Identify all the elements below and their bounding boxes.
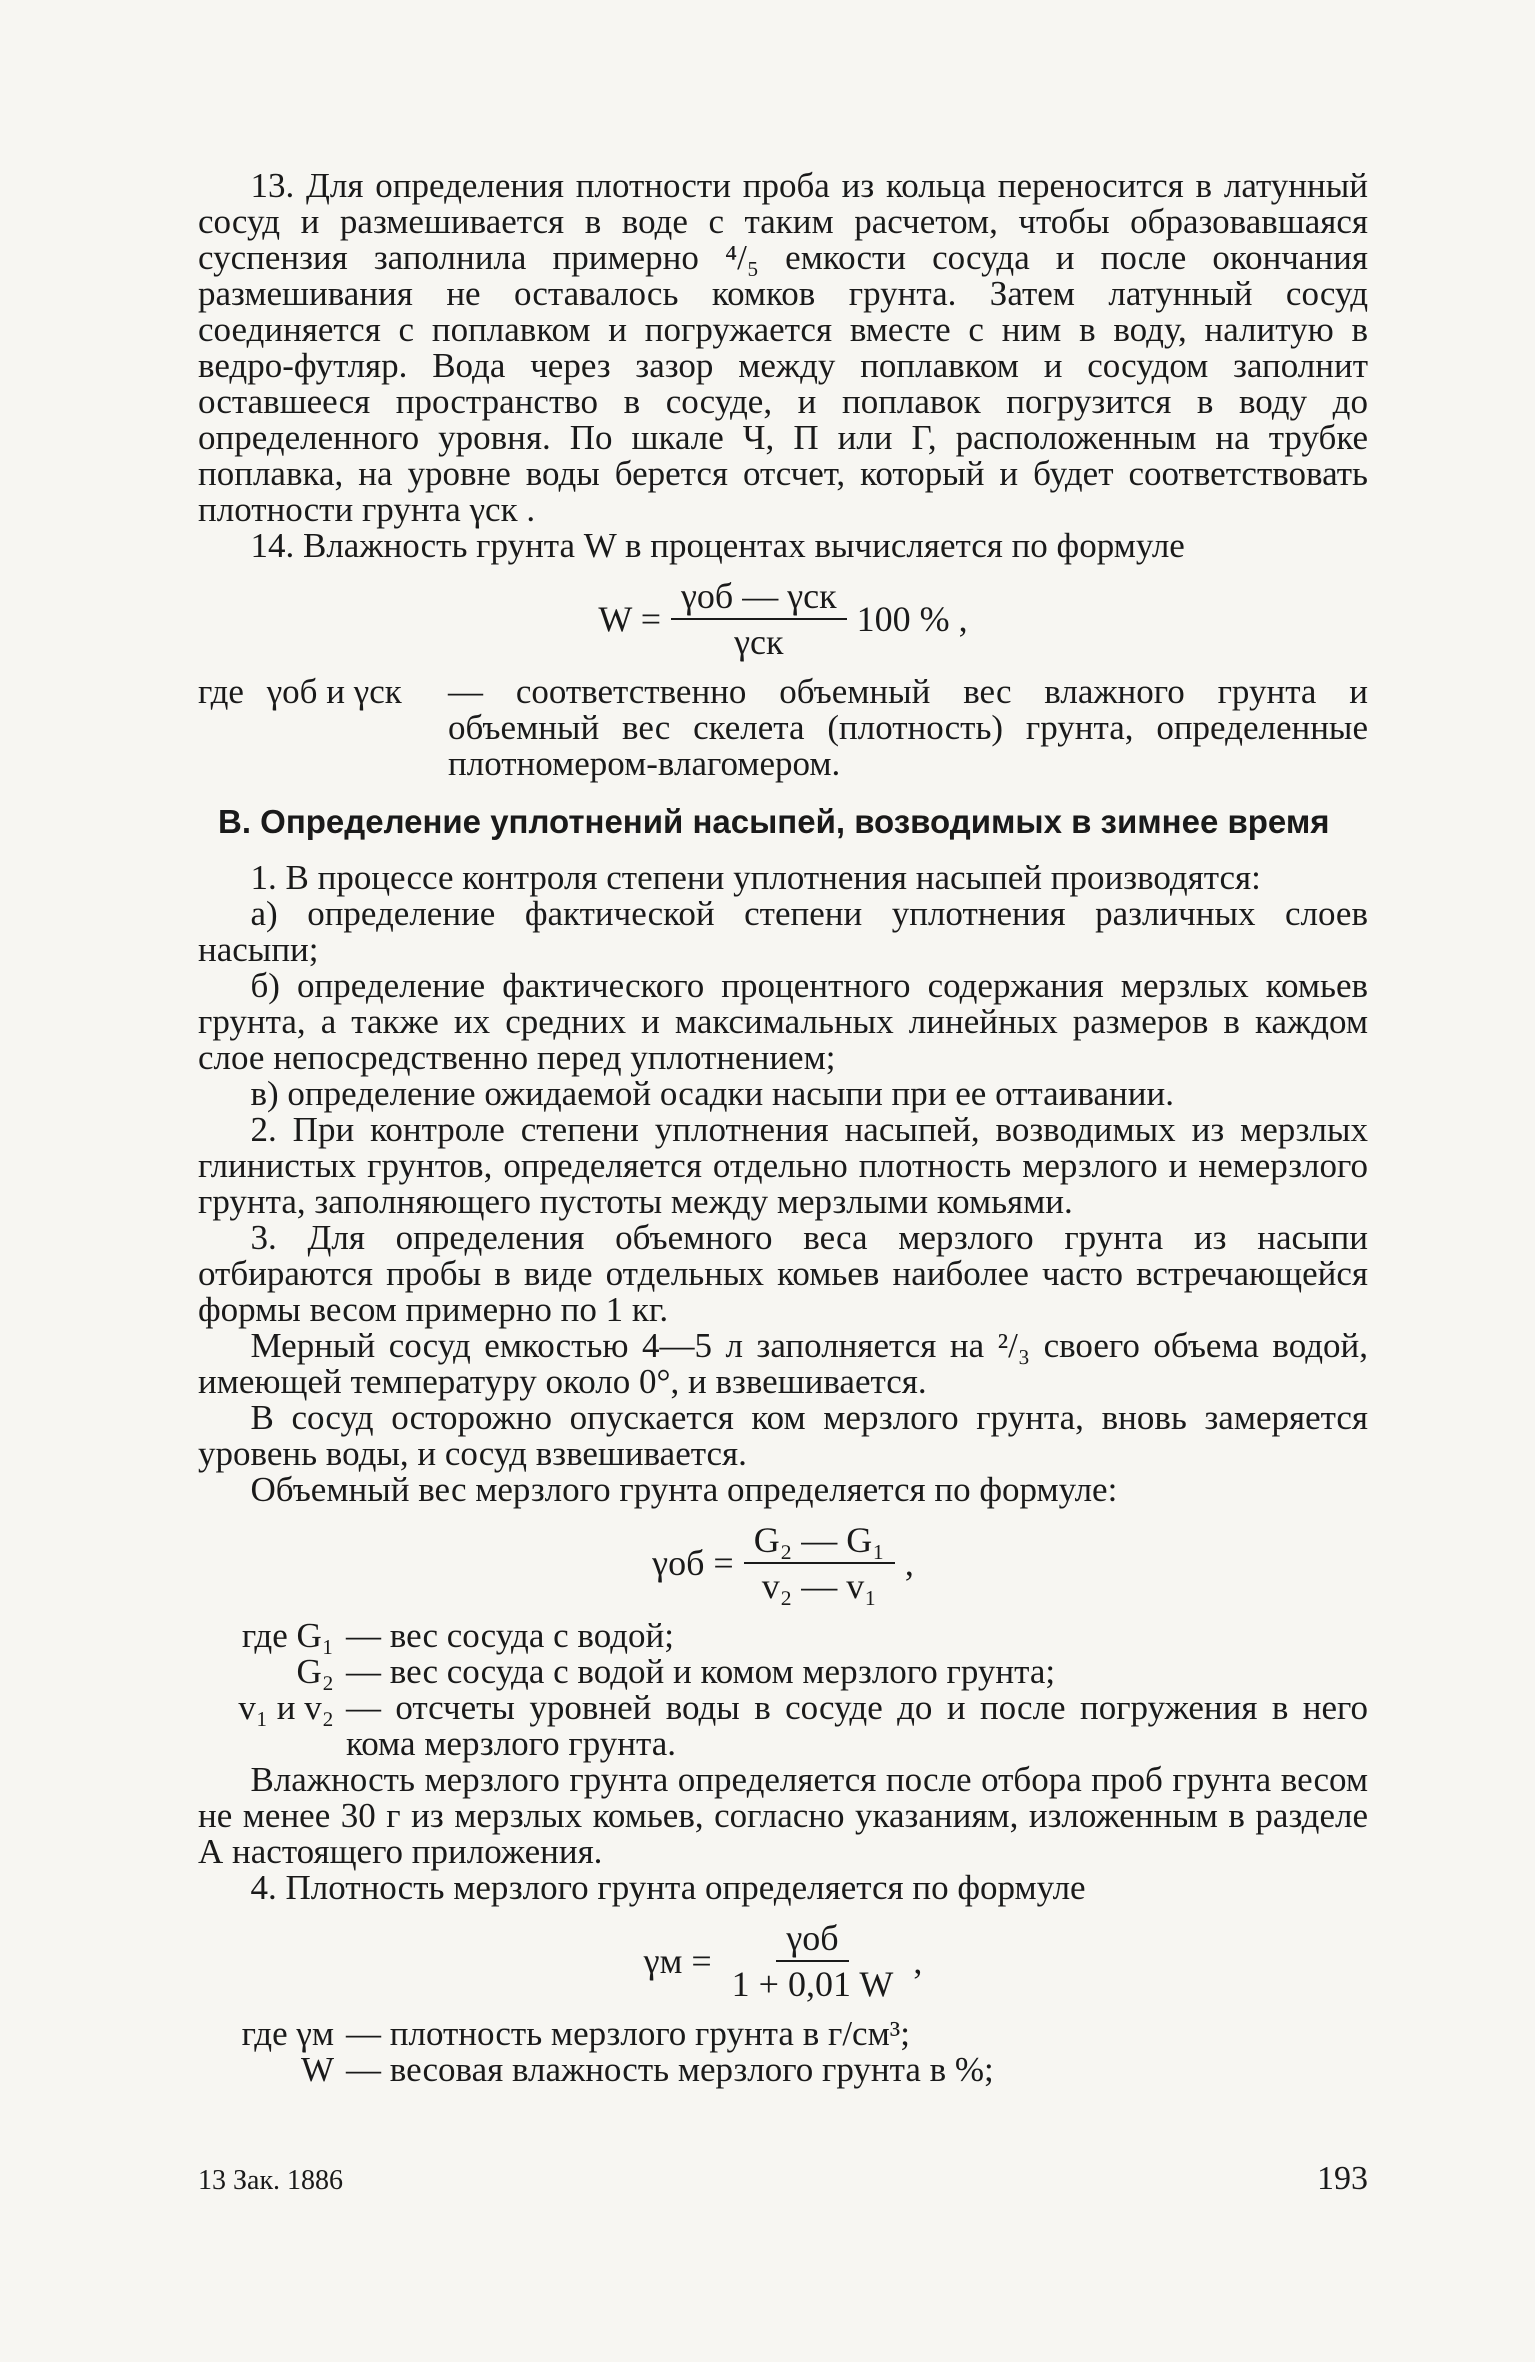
definition-text: — плотность мерзлого грунта в г/см³; — [346, 2014, 910, 2053]
paragraph-s2: 2. При контроле степени уплотнения насыпей, возводимых из мерзлых глинистых грунтов, определяется отдельно плотность мерзлого и немерзлого грунта, заполняющего пустоты между мерзлыми комьями. — [198, 1110, 1368, 1221]
formula-volume-weight-denominator: v₂ — v₁ — [761, 1566, 877, 1606]
paragraph-13: 13. Для определения плотности проба из кольца переносится в латунный сосуд и размешивается в воде с таким расчетом, чтобы образовавшаяся суспензия заполнила примерно ⁴/₅ емкости сосуда и после окончания размешивания не оставалось комков грунта. Затем латунный сосуд соединяется с поплавком и погружается вместе с ним в воду, налитую в ведро-футляр. Вода через зазор между поплавком и сосудом заполнит оставшееся пространство в сосуде, и поплавок погрузится в воду до определенного уровня. По шкале Ч, П или Г, расположенным на трубке поплавка, на уровне воды берется отсчет, который и будет соответствовать плотности грунта γск . — [198, 166, 1368, 529]
formula-density-numerator: γоб — [776, 1920, 848, 1962]
definition-text: — вес сосуда с водой; — [346, 1616, 674, 1655]
definition-text: — вес сосуда с водой и комом мерзлого грунта; — [346, 1652, 1056, 1691]
paragraph-s4: 4. Плотность мерзлого грунта определяется по формуле — [250, 1868, 1086, 1907]
formula-moisture-lhs: W = — [598, 599, 662, 639]
paragraph-s1: 1. В процессе контроля степени уплотнения насыпей производятся: — [250, 858, 1261, 897]
definition-symbol: v₁ и v₂ — [238, 1688, 334, 1727]
paragraph-s3c: Объемный вес мерзлого грунта определяется по формуле: — [250, 1470, 1118, 1509]
definition-symbol: где G₁ — [241, 1616, 334, 1655]
formula-density-fraction — [722, 1920, 904, 2002]
definitions-2 — [198, 1618, 1368, 1762]
definition-symbol: W — [300, 2050, 334, 2089]
paragraph-s1b: б) определение фактического процентного содержания мерзлых комьев грунта, а также их средних и максимальных линейных размеров в каждом слое непосредственно перед уплотнением; — [198, 966, 1368, 1077]
paragraph-s3a: Мерный сосуд емкостью 4—5 л заполняется на ²/₃ своего объема водой, имеющей температуру около 0°, и взвешивается. — [198, 1326, 1368, 1401]
paragraph-s3b: В сосуд осторожно опускается ком мерзлого грунта, вновь замеряется уровень воды, и сосуд взвешивается. — [198, 1398, 1368, 1473]
document-page — [198, 168, 1368, 2088]
definitions-3 — [198, 2016, 1368, 2088]
where-1-left — [198, 674, 438, 782]
where-block-1 — [198, 674, 1368, 782]
formula-moisture-numerator: γоб — γск — [671, 578, 847, 620]
formula-moisture-rhs: 100 % , — [856, 599, 968, 639]
footer-order-number: 13 Зак. 1886 — [198, 2165, 344, 2196]
paragraph-s1c: в) определение ожидаемой осадки насыпи при ее оттаивании. — [250, 1074, 1174, 1113]
formula-volume-weight-numerator: G₂ — G₁ — [744, 1522, 895, 1564]
formula-volume-weight-lhs: γоб = — [652, 1543, 734, 1583]
page-number: 193 — [1317, 2160, 1368, 2197]
formula-moisture-fraction — [671, 578, 847, 660]
definition-symbol: где γм — [241, 2014, 334, 2053]
where-1-word: где — [198, 672, 244, 711]
formula-moisture — [198, 578, 1368, 660]
paragraph-s1a: а) определение фактической степени уплотнения различных слоев насыпи; — [198, 894, 1368, 969]
formula-volume-weight — [198, 1522, 1368, 1604]
formula-density-denominator: 1 + 0,01 W — [731, 1964, 894, 2004]
definition-symbol: G₂ — [296, 1652, 334, 1691]
definition-text: — отсчеты уровней воды в сосуде до и после погружения в него кома мерзлого грунта. — [346, 1688, 1368, 1763]
where-1-text: — соответственно объемный вес влажного грунта и объемный вес скелета (плотность) грунта, определенные плотномером-влагомером. — [448, 672, 1368, 783]
formula-density-lhs: γм = — [643, 1941, 712, 1981]
paragraph-s3d: Влажность мерзлого грунта определяется после отбора проб грунта весом не менее 30 г из мерзлых комьев, согласно указаниям, изложенным в разделе А настоящего приложения. — [198, 1760, 1368, 1871]
formula-density-rhs: , — [913, 1941, 923, 1981]
section-title: В. Определение уплотнений насыпей, возводимых в зимнее время — [218, 803, 1330, 840]
paragraph-14: 14. Влажность грунта W в процентах вычисляется по формуле — [250, 526, 1185, 565]
page-footer — [198, 2160, 1368, 2198]
formula-volume-weight-fraction — [744, 1522, 895, 1604]
definition-text: — весовая влажность мерзлого грунта в %; — [346, 2050, 994, 2089]
formula-density — [198, 1920, 1368, 2002]
paragraph-s3: 3. Для определения объемного веса мерзлого грунта из насыпи отбираются пробы в виде отдельных комьев наиболее часто встречающейся формы весом примерно по 1 кг. — [198, 1218, 1368, 1329]
where-1-symbols: γоб и γск — [266, 672, 402, 711]
formula-moisture-denominator: γск — [734, 622, 784, 662]
formula-volume-weight-rhs: , — [904, 1543, 914, 1583]
